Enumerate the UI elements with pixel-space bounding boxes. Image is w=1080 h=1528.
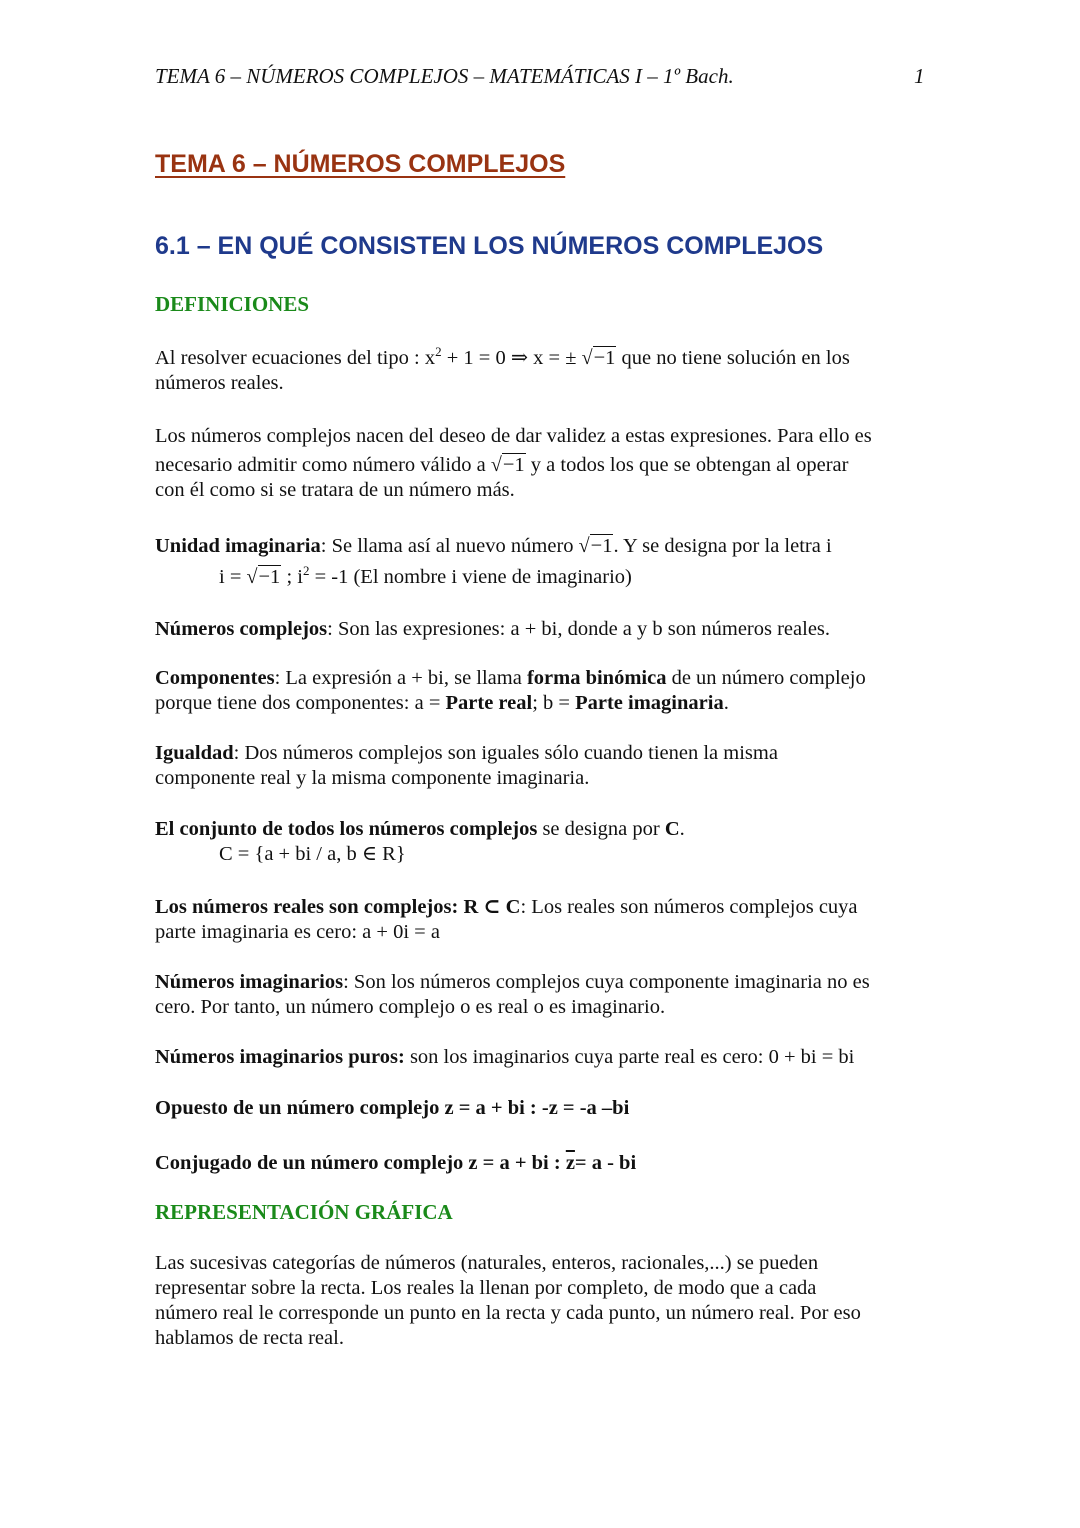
text-line: Los números complejos nacen del deseo de dar validez a estas expresiones. Para ello es <box>155 425 872 447</box>
text: ; i <box>281 566 303 588</box>
sqrt-argument: −1 <box>593 347 616 369</box>
text: necesario admitir como número válido a <box>155 454 491 476</box>
bold-text: = a - bi <box>574 1152 637 1174</box>
text: Al resolver ecuaciones del tipo : x <box>155 347 436 369</box>
text-line: componente real y la misma componente imaginaria. <box>155 767 590 789</box>
text: : Dos números complejos son iguales sólo cuando tienen la misma <box>233 742 778 764</box>
term: Igualdad <box>155 742 234 764</box>
bold-text: Conjugado de un número complejo z = a + bi : <box>155 1152 566 1174</box>
conjugate-symbol: $\overline{z}$ <box>565 1152 575 1174</box>
definition-componentes <box>155 666 955 716</box>
set-notation: C = {a + bi / a, b ∈ R} <box>219 843 406 865</box>
text: : La expresión a + bi, se llama <box>274 667 527 689</box>
sqrt-expression: √−1 <box>490 454 525 476</box>
section-heading: 6.1 – EN QUÉ CONSISTEN LOS NÚMEROS COMPLEJOS <box>155 232 824 260</box>
text: . <box>679 818 685 840</box>
superscript: 2 <box>435 344 442 359</box>
text-line: parte imaginaria es cero: a + 0i = a <box>155 921 440 943</box>
term: Números imaginarios <box>155 971 344 993</box>
paragraph-origin <box>155 424 955 503</box>
text: : Son las expresiones: a + bi, donde a y b son números reales. <box>327 618 831 640</box>
text: porque tiene dos componentes: a = <box>155 692 446 714</box>
sqrt-argument: −1 <box>502 454 525 476</box>
paragraph-intro <box>155 346 955 396</box>
chapter-title: TEMA 6 – NÚMEROS COMPLEJOS <box>155 150 566 178</box>
definition-conjunto <box>155 817 955 867</box>
text: = -1 (El nombre i viene de imaginario) <box>309 566 632 588</box>
text: y a todos los que se obtengan al operar <box>525 454 849 476</box>
text: que no tiene solución en los <box>616 347 850 369</box>
bold-text: forma binómica <box>526 667 667 689</box>
text: son los imaginarios cuya parte real es cero: 0 + bi = bi <box>404 1046 855 1068</box>
term: Los números reales son complejos: R ⊂ C <box>155 896 521 918</box>
bold-text: Parte real <box>445 692 533 714</box>
page-number: 1 <box>914 64 925 88</box>
text-line: Las sucesivas categorías de números (naturales, enteros, racionales,...) se pueden <box>155 1252 819 1274</box>
subheading-representacion: REPRESENTACIÓN GRÁFICA <box>155 1200 453 1224</box>
definition-numeros-complejos <box>155 617 955 642</box>
definition-imaginarios <box>155 970 955 1020</box>
sqrt-expression: √−1 <box>246 566 281 588</box>
definition-unidad-imaginaria <box>155 534 955 590</box>
paragraph-representacion <box>155 1251 955 1351</box>
definition-opuesto <box>155 1096 955 1121</box>
definition-conjugado <box>155 1151 955 1176</box>
bold-text: Opuesto de un número complejo z = a + bi : -z = -a –bi <box>155 1097 630 1119</box>
text: : Los reales son números complejos cuya <box>520 896 858 918</box>
term: Números complejos <box>155 618 328 640</box>
text: . Y se designa por la letra i <box>613 535 832 557</box>
text-line: con él como si se tratara de un número más. <box>155 479 515 501</box>
bold-text: Parte imaginaria <box>575 692 724 714</box>
text-line: hablamos de recta real. <box>155 1327 344 1349</box>
text-line: representar sobre la recta. Los reales la llenan por completo, de modo que a cada <box>155 1277 817 1299</box>
text-line: números reales. <box>155 372 284 394</box>
definition-igualdad <box>155 741 955 791</box>
subheading-definiciones: DEFINICIONES <box>155 292 310 316</box>
text-line: cero. Por tanto, un número complejo o es real o es imaginario. <box>155 996 666 1018</box>
term: Números imaginarios puros: <box>155 1046 405 1068</box>
bold-text: C <box>664 818 680 840</box>
text: . <box>723 692 729 714</box>
superscript: 2 <box>302 563 310 578</box>
text: ; b = <box>532 692 576 714</box>
text: + 1 = 0 ⇒ x = ± <box>441 347 582 369</box>
text: : Son los números complejos cuya componente imaginaria no es <box>343 971 870 993</box>
term: El conjunto de todos los números complejos <box>155 818 538 840</box>
term: Unidad imaginaria <box>155 535 321 557</box>
text: : Se llama así al nuevo número <box>320 535 579 557</box>
sqrt-argument: −1 <box>590 535 613 557</box>
definition-reales <box>155 895 955 945</box>
sqrt-expression: √−1 <box>581 347 616 369</box>
definition-imaginarios-puros <box>155 1045 955 1070</box>
text-line: número real le corresponde un punto en la recta y cada punto, un número real. Por eso <box>155 1302 861 1324</box>
text: se designa por <box>537 818 665 840</box>
running-header: TEMA 6 – NÚMEROS COMPLEJOS – MATEMÁTICAS I – 1º Bach. <box>155 64 734 88</box>
text: de un número complejo <box>666 667 866 689</box>
sqrt-expression: √−1 <box>578 535 613 557</box>
sqrt-argument: −1 <box>258 566 281 588</box>
text: i = <box>219 566 247 588</box>
term: Componentes <box>155 667 275 689</box>
